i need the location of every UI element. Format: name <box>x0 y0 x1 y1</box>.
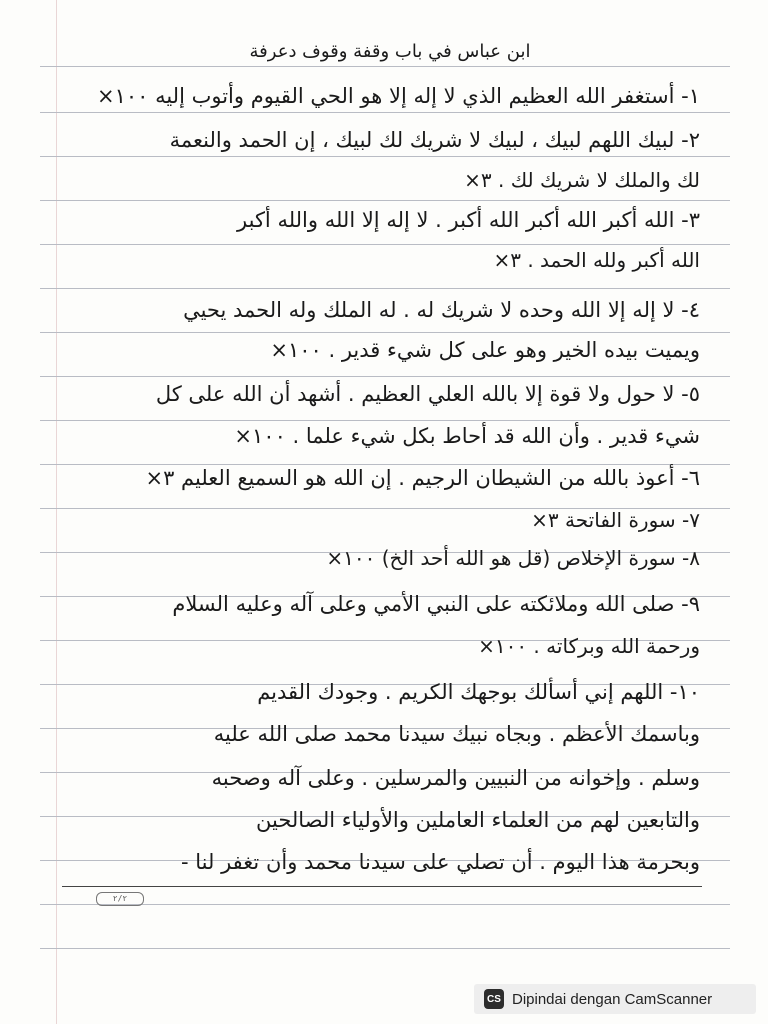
handwritten-line: الله أكبر ولله الحمد . ٣× <box>493 248 700 272</box>
ruled-line <box>40 948 730 949</box>
handwritten-line: ورحمة الله وبركاته . ١٠٠× <box>478 634 700 658</box>
handwritten-line: ١٠- اللهم إني أسألك بوجهك الكريم . وجودك القديم <box>257 680 700 704</box>
section-end-line <box>62 886 702 887</box>
camscanner-logo-icon: CS <box>484 989 504 1009</box>
handwritten-line: وسلم . وإخوانه من النبيين والمرسلين . وعلى آله وصحبه <box>211 766 700 790</box>
handwritten-line: لك والملك لا شريك لك . ٣× <box>464 168 700 192</box>
handwritten-line: ٣- الله أكبر الله أكبر الله أكبر . لا إله إلا الله والله أكبر <box>237 208 700 232</box>
camscanner-text: Dipindai dengan CamScanner <box>512 990 713 1008</box>
handwritten-line: ٨- سورة الإخلاص (قل هو الله أحد الخ) ١٠٠× <box>326 546 700 570</box>
handwritten-line: ٢- لبيك اللهم لبيك ، لبيك لا شريك لك لبيك ، إن الحمد والنعمة <box>169 128 700 152</box>
ruled-line <box>40 904 730 905</box>
handwritten-line: ٩- صلى الله وملائكته على النبي الأمي وعلى آله وعليه السلام <box>172 592 700 616</box>
camscanner-watermark <box>474 984 756 1014</box>
page-stamp: ٢/٢ <box>96 892 144 906</box>
handwritten-line: وبحرمة هذا اليوم . أن تصلي على سيدنا محمد وأن تغفر لنا - <box>181 850 700 874</box>
handwritten-line: ٦- أعوذ بالله من الشيطان الرجيم . إن الله هو السميع العليم ٣× <box>145 466 700 490</box>
handwritten-line: والتابعين لهم من العلماء العاملين والأولياء الصالحين <box>256 808 700 832</box>
handwritten-line: ويميت بيده الخير وهو على كل شيء قدير . ١٠٠× <box>270 338 700 362</box>
page-title: ابن عباس في باب وقفة وقوف دعرفة <box>249 41 531 62</box>
handwritten-line: شيء قدير . وأن الله قد أحاط بكل شيء علما . ١٠٠× <box>234 424 700 448</box>
handwritten-line: ٥- لا حول ولا قوة إلا بالله العلي العظيم . أشهد أن الله على كل <box>155 382 700 406</box>
handwritten-line: ٤- لا إله إلا الله وحده لا شريك له . له الملك وله الحمد يحيي <box>183 298 700 322</box>
notebook-margin-line <box>56 0 57 1024</box>
handwritten-line: ١- أستغفر الله العظيم الذي لا إله إلا هو الحي القيوم وأتوب إليه ١٠٠× <box>96 84 700 108</box>
handwritten-line: وباسمك الأعظم . وبجاه نبيك سيدنا محمد صلى الله عليه <box>213 722 700 746</box>
handwritten-line: ٧- سورة الفاتحة ٣× <box>531 508 700 532</box>
